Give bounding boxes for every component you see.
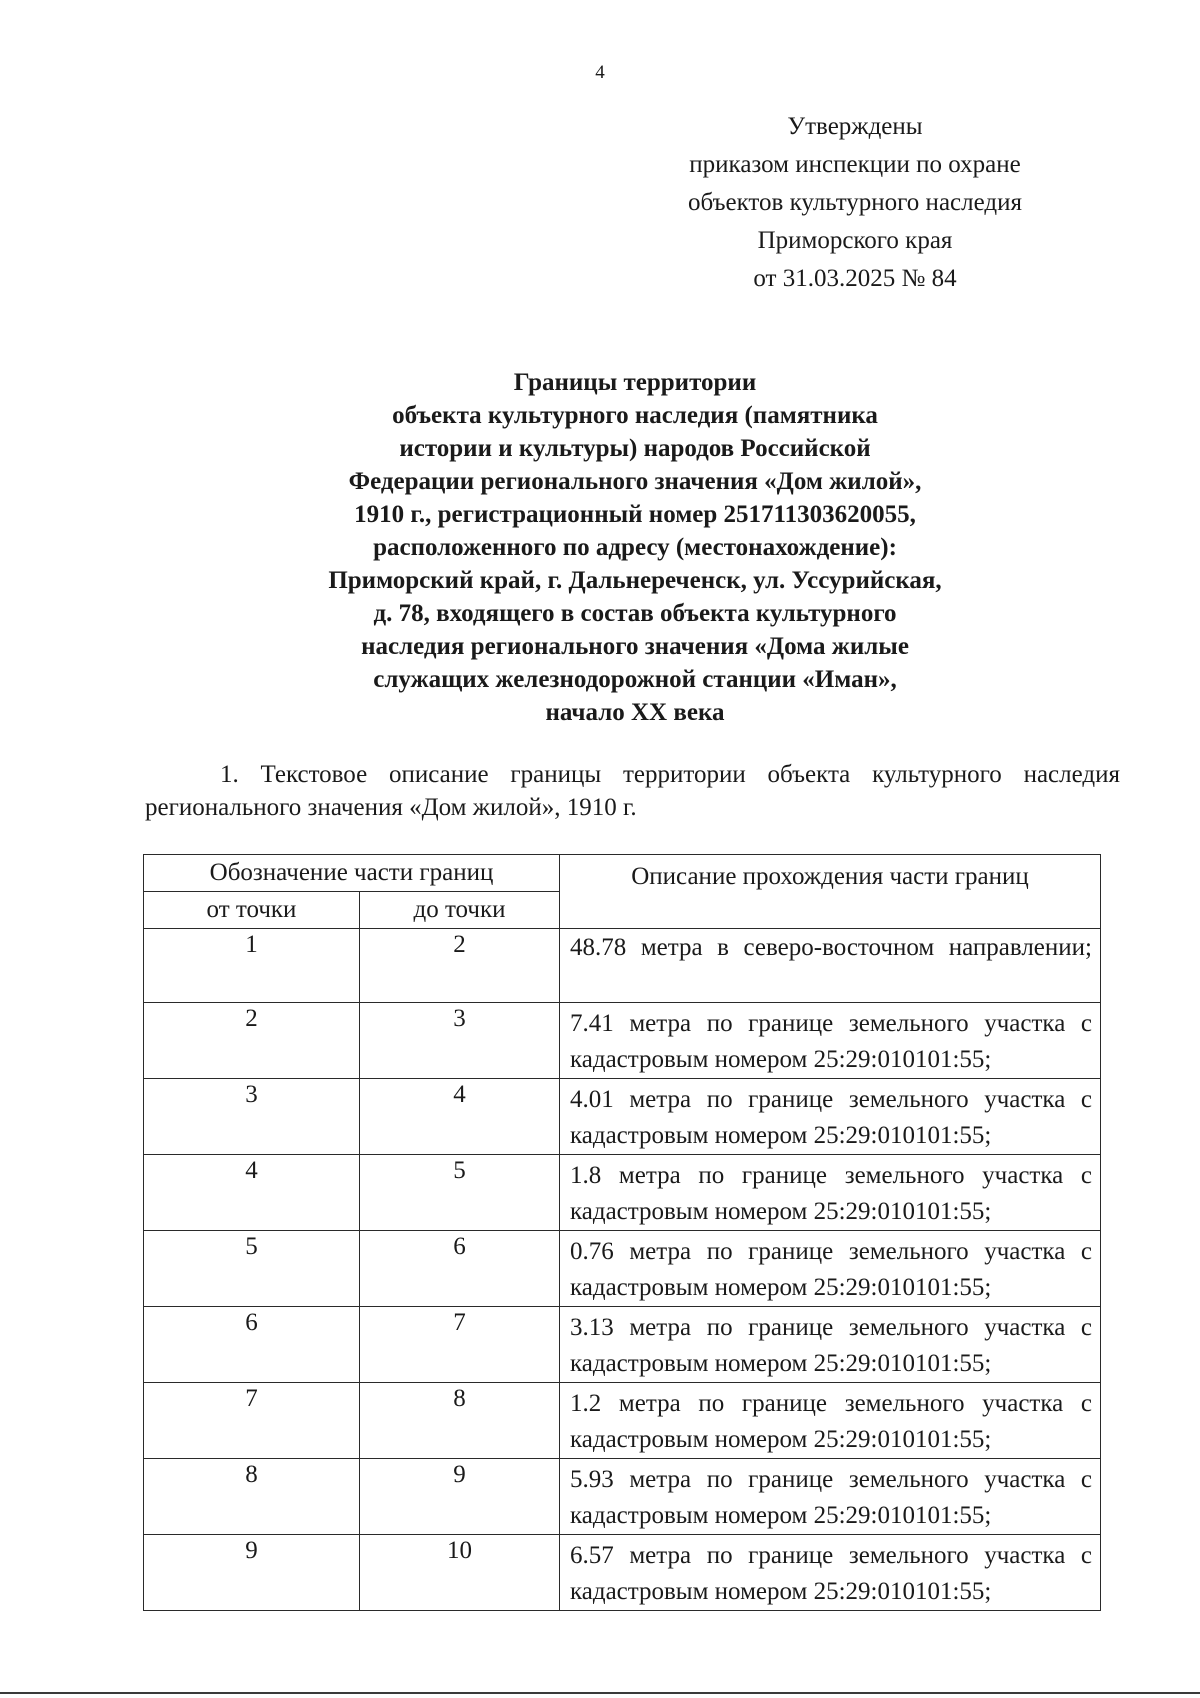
- page-number: 4: [595, 62, 605, 83]
- table-row: [144, 1383, 1101, 1459]
- cell-to: 4: [360, 1079, 560, 1155]
- cell-to: 10: [360, 1535, 560, 1611]
- header-description: Описание прохождения части границ: [560, 855, 1101, 929]
- header-from-point: от точки: [144, 892, 360, 929]
- table-row: [144, 1459, 1101, 1535]
- intro-paragraph: 1. Текстовое описание границы территории объекта культурного наследия регионального значения «Дом жилой», 1910 г.: [145, 761, 1120, 821]
- cell-to: 2: [360, 929, 560, 1003]
- approval-block: [640, 108, 1070, 298]
- cell-to: 5: [360, 1155, 560, 1231]
- table-row: [144, 1231, 1101, 1307]
- title-line: истории и культуры) народов Российской: [399, 435, 871, 462]
- approval-line: объектов культурного наследия: [688, 189, 1022, 216]
- approval-line: Приморского края: [757, 227, 953, 254]
- cell-from: 6: [144, 1307, 360, 1383]
- cell-to: 9: [360, 1459, 560, 1535]
- approval-line: от 31.03.2025 № 84: [753, 265, 957, 292]
- header-boundary-designation: Обозначение части границ: [144, 855, 560, 892]
- cell-to: 7: [360, 1307, 560, 1383]
- table-row: [144, 1003, 1101, 1079]
- cell-description: 7.41 метра по границе земельного участка с кадастровым номером 25:29:010101:55;: [560, 1003, 1101, 1079]
- page-bottom-rule: [0, 1692, 1200, 1694]
- cell-from: 1: [144, 929, 360, 1003]
- cell-description: 6.57 метра по границе земельного участка с кадастровым номером 25:29:010101:55;: [560, 1535, 1101, 1611]
- table-row: [144, 929, 1101, 1003]
- title-line: Федерации регионального значения «Дом жилой»,: [348, 468, 922, 495]
- table-row: [144, 1079, 1101, 1155]
- approval-line: Утверждены: [787, 113, 923, 140]
- table-row: [144, 1155, 1101, 1231]
- cell-description: 5.93 метра по границе земельного участка с кадастровым номером 25:29:010101:55;: [560, 1459, 1101, 1535]
- cell-description: 0.76 метра по границе земельного участка с кадастровым номером 25:29:010101:55;: [560, 1231, 1101, 1307]
- approval-line: приказом инспекции по охране: [689, 151, 1021, 178]
- cell-description: 1.8 метра по границе земельного участка с кадастровым номером 25:29:010101:55;: [560, 1155, 1101, 1231]
- cell-from: 2: [144, 1003, 360, 1079]
- cell-from: 8: [144, 1459, 360, 1535]
- document-title: [200, 366, 1070, 729]
- cell-description: 48.78 метра в северо-восточном направлении;: [560, 929, 1101, 1003]
- table-row: [144, 1535, 1101, 1611]
- title-line: объекта культурного наследия (памятника: [392, 402, 878, 429]
- title-line: служащих железнодорожной станции «Иман»,: [373, 666, 897, 693]
- cell-description: 3.13 метра по границе земельного участка с кадастровым номером 25:29:010101:55;: [560, 1307, 1101, 1383]
- intro-section: [145, 758, 1120, 824]
- table-row: [144, 1307, 1101, 1383]
- title-line: наследия регионального значения «Дома жилые: [361, 633, 909, 660]
- cell-description: 4.01 метра по границе земельного участка с кадастровым номером 25:29:010101:55;: [560, 1079, 1101, 1155]
- cell-to: 8: [360, 1383, 560, 1459]
- title-line: Границы территории: [513, 369, 757, 396]
- title-line: начало XX века: [545, 699, 725, 726]
- cell-from: 4: [144, 1155, 360, 1231]
- cell-to: 3: [360, 1003, 560, 1079]
- cell-to: 6: [360, 1231, 560, 1307]
- cell-from: 5: [144, 1231, 360, 1307]
- boundary-table: [143, 854, 1101, 1611]
- header-to-point: до точки: [360, 892, 560, 929]
- title-line: д. 78, входящего в состав объекта культурного: [373, 600, 897, 627]
- cell-from: 7: [144, 1383, 360, 1459]
- title-line: расположенного по адресу (местонахождение):: [373, 534, 897, 561]
- title-line: 1910 г., регистрационный номер 251711303620055,: [354, 501, 916, 528]
- title-line: Приморский край, г. Дальнереченск, ул. Уссурийская,: [328, 567, 942, 594]
- cell-from: 3: [144, 1079, 360, 1155]
- cell-from: 9: [144, 1535, 360, 1611]
- cell-description: 1.2 метра по границе земельного участка с кадастровым номером 25:29:010101:55;: [560, 1383, 1101, 1459]
